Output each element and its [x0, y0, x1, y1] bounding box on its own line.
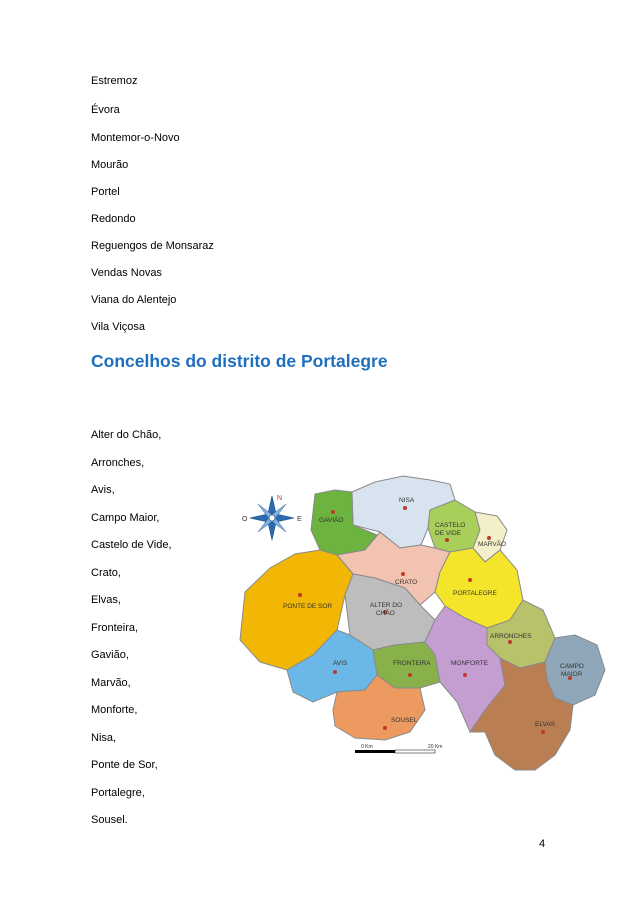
- list-item: Mourão: [91, 159, 129, 171]
- list-item: Castelo de Vide,: [91, 539, 172, 551]
- label-marvao: MARVÃO: [478, 541, 507, 548]
- list-item: Elvas,: [91, 594, 121, 606]
- label-campo-maior: CAMPO: [560, 663, 584, 670]
- label-sousel: SOUSEL: [391, 717, 418, 724]
- label-ponte-de-sor: PONTE DE SOR: [283, 603, 333, 610]
- label-arronches: ARRONCHES: [490, 633, 532, 640]
- label-gaviao: GAVIÃO: [319, 517, 344, 524]
- label-fronteira: FRONTEIRA: [393, 660, 431, 667]
- label-monforte: MONFORTE: [451, 660, 489, 667]
- list-item: Estremoz: [91, 75, 138, 87]
- label-nisa: NISA: [399, 497, 415, 504]
- list-item: Redondo: [91, 213, 136, 225]
- list-item: Nisa,: [91, 732, 117, 744]
- list-item: Arronches,: [91, 457, 145, 469]
- compass-west-label: O: [242, 516, 248, 523]
- compass-north-label: N: [277, 495, 283, 502]
- list-item: Vendas Novas: [91, 267, 162, 279]
- compass-rose-icon: [242, 495, 302, 540]
- scale-bar: [355, 744, 442, 753]
- section-heading: Concelhos do distrito de Portalegre: [91, 351, 388, 371]
- label-castelo-de-vide: CASTELO: [435, 522, 466, 529]
- list-item: Ponte de Sor,: [91, 759, 158, 771]
- scale-end-label: 20 Km: [428, 744, 443, 750]
- list-item: Viana do Alentejo: [91, 294, 177, 306]
- region-campo-maior: [545, 635, 605, 705]
- compass-east-label: E: [297, 516, 302, 523]
- label-campo-maior-2: MAIOR: [561, 671, 583, 678]
- label-elvas: ELVAS: [535, 721, 555, 728]
- list-item: Alter do Chão,: [91, 429, 162, 441]
- list-item: Montemor-o-Novo: [91, 132, 180, 144]
- label-alter-do-chao-2: CHÃO: [376, 610, 395, 617]
- list-item: Monforte,: [91, 704, 138, 716]
- list-item: Campo Maior,: [91, 512, 160, 524]
- list-item: Avis,: [91, 484, 115, 496]
- list-item: Sousel.: [91, 814, 128, 826]
- page-number: 4: [539, 838, 546, 850]
- list-item: Crato,: [91, 567, 121, 579]
- list-item: Portalegre,: [91, 787, 145, 799]
- label-alter-do-chao: ALTER DO: [370, 602, 403, 609]
- list-item: Évora: [91, 104, 120, 116]
- list-item: Gavião,: [91, 649, 129, 661]
- label-crato: CRATO: [395, 579, 418, 586]
- label-portalegre: PORTALEGRE: [453, 590, 497, 597]
- list-item: Vila Viçosa: [91, 321, 146, 333]
- label-avis: AVIS: [333, 660, 348, 667]
- scale-start-label: 0 Km: [361, 744, 373, 750]
- list-item: Fronteira,: [91, 622, 139, 634]
- list-item: Reguengos de Monsaraz: [91, 240, 214, 252]
- list-item: Portel: [91, 186, 120, 198]
- portalegre-district-map: [225, 470, 615, 780]
- list-item: Marvão,: [91, 677, 131, 689]
- label-castelo-de-vide-2: DE VIDE: [435, 530, 462, 537]
